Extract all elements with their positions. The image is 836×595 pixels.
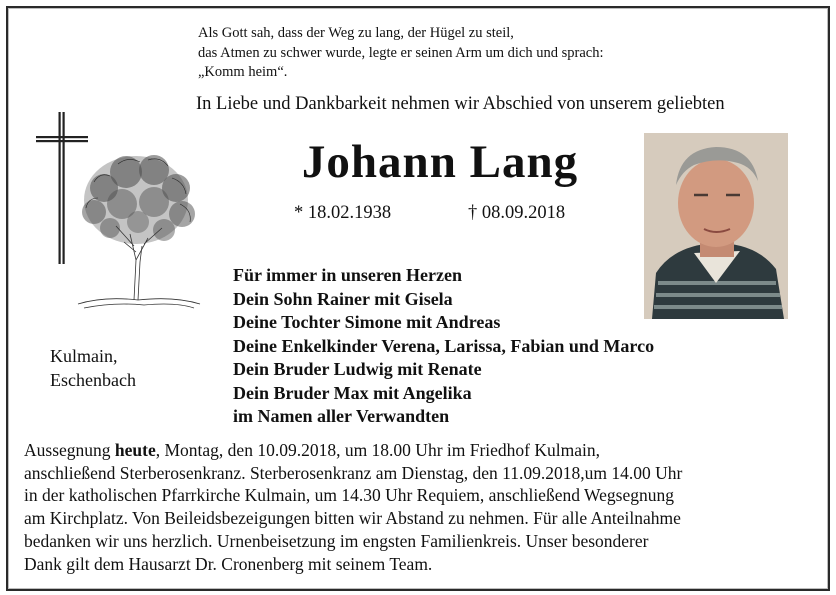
birth-date: * 18.02.1938 xyxy=(294,203,392,223)
notice-emphasis: heute xyxy=(114,440,156,460)
tree-icon xyxy=(64,142,212,314)
list-item: Dein Bruder Ludwig mit Renate xyxy=(233,359,482,379)
memorial-quote xyxy=(198,24,798,83)
list-item: Deine Enkelkinder Verena, Larissa, Fabian und Marco xyxy=(233,335,655,356)
notice-line: bedanken wir uns herzlich. Urnenbeisetzung im engsten Familienkreis. Unser besonderer xyxy=(24,530,649,551)
quote-line: Als Gott sah, dass der Weg zu lang, der Hügel zu steil, xyxy=(198,25,514,41)
place-line: Eschenbach xyxy=(50,370,136,390)
notice-text: , Montag, den 10.09.2018, um 18.00 Uhr im Friedhof Kulmain, xyxy=(155,440,601,460)
place-line: Kulmain, xyxy=(50,346,118,366)
quote-line: „Komm heim“. xyxy=(198,64,288,80)
intro-text: In Liebe und Dankbarkeit nehmen wir Abschied von unserem geliebten xyxy=(196,94,725,114)
list-item: im Namen aller Verwandten xyxy=(233,406,450,426)
deceased-name: Johann Lang xyxy=(301,136,579,188)
funeral-notice xyxy=(24,439,824,575)
notice-line: Dank gilt dem Hausarzt Dr. Cronenberg mit seinem Team. xyxy=(24,553,433,574)
death-date: † 08.09.2018 xyxy=(468,203,566,223)
quote-line: das Atmen zu schwer wurde, legte er seinen Arm um dich und sprach: xyxy=(198,44,604,61)
list-item: Dein Sohn Rainer mit Gisela xyxy=(233,288,453,309)
notice-text: Aussegnung xyxy=(24,440,115,460)
list-item: Dein Bruder Max mit Angelika xyxy=(233,382,472,403)
place-label xyxy=(50,344,136,392)
notice-line: anschließend Sterberosenkranz. Sterberosenkranz am Dienstag, den 11.09.2018,um 14.00 Uhr xyxy=(24,462,683,483)
list-item: Für immer in unseren Herzen xyxy=(233,265,462,285)
notice-line xyxy=(24,439,824,462)
notice-line: am Kirchplatz. Von Beileidsbezeigungen bitten wir Abstand zu nehmen. Für alle Anteilnahme xyxy=(24,508,681,529)
mourners-list xyxy=(233,264,753,429)
list-item: Deine Tochter Simone mit Andreas xyxy=(233,312,501,332)
notice-line: in der katholischen Pfarrkirche Kulmain, um 14.30 Uhr Requiem, anschließend Wegsegnung xyxy=(24,485,674,506)
